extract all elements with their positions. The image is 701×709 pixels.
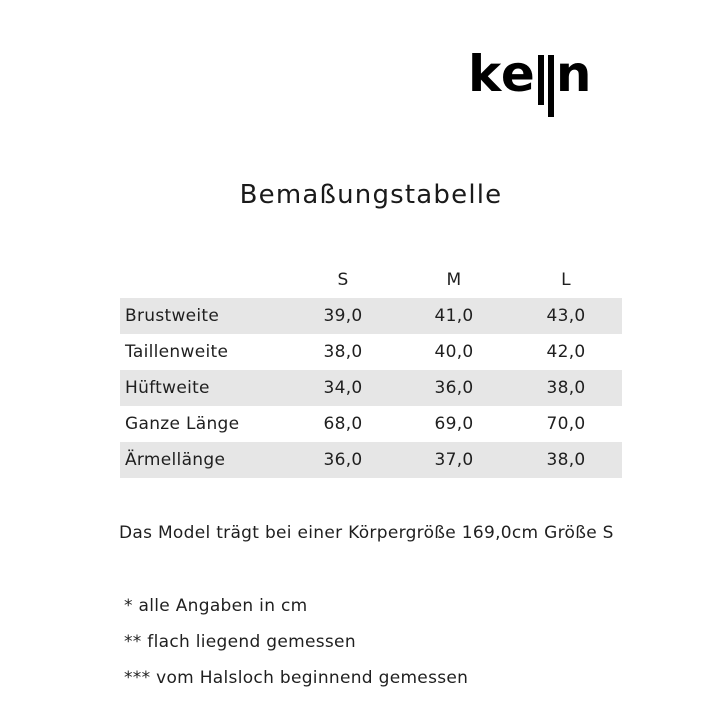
column-header-s: S (337, 270, 349, 290)
table-row (120, 334, 622, 370)
footnotes (124, 588, 468, 696)
table-header-row (120, 262, 622, 298)
cell-m: 40,0 (434, 342, 474, 362)
column-header-m: M (446, 270, 462, 290)
footnote-units: * alle Angaben in cm (124, 596, 308, 616)
row-label: Ärmellänge (125, 450, 226, 470)
cell-l: 42,0 (546, 342, 586, 362)
cell-s: 36,0 (323, 450, 363, 470)
row-label: Taillenweite (125, 342, 229, 362)
cell-s: 38,0 (323, 342, 363, 362)
footnote-neckline: *** vom Halsloch beginnend gemessen (124, 668, 469, 688)
cell-l: 43,0 (546, 306, 586, 326)
size-table (120, 262, 622, 478)
cell-m: 41,0 (434, 306, 474, 326)
cell-l: 38,0 (546, 378, 586, 398)
brand-logo (468, 44, 592, 117)
cell-s: 34,0 (323, 378, 363, 398)
cell-l: 38,0 (546, 450, 586, 470)
cell-s: 39,0 (323, 306, 363, 326)
cell-m: 37,0 (434, 450, 474, 470)
column-header-l: L (561, 270, 571, 290)
row-label: Ganze Länge (125, 414, 240, 434)
logo-text-end: n (555, 45, 593, 103)
logo-text-start: ke (468, 45, 536, 103)
table-row (120, 370, 622, 406)
cell-l: 70,0 (546, 414, 586, 434)
footnote-flat: ** flach liegend gemessen (124, 632, 356, 652)
row-label: Brustweite (125, 306, 220, 326)
cell-m: 36,0 (434, 378, 474, 398)
cell-s: 68,0 (323, 414, 363, 434)
logo-stem (538, 55, 544, 105)
page-title: Bemaßungstabelle (239, 180, 503, 210)
model-size-note: Das Model trägt bei einer Körpergröße 169,0cm Größe S (119, 523, 614, 543)
table-row (120, 298, 622, 334)
logo-stem-descender (548, 55, 554, 117)
table-row (120, 406, 622, 442)
cell-m: 69,0 (434, 414, 474, 434)
row-label: Hüftweite (125, 378, 210, 398)
table-row (120, 442, 622, 478)
